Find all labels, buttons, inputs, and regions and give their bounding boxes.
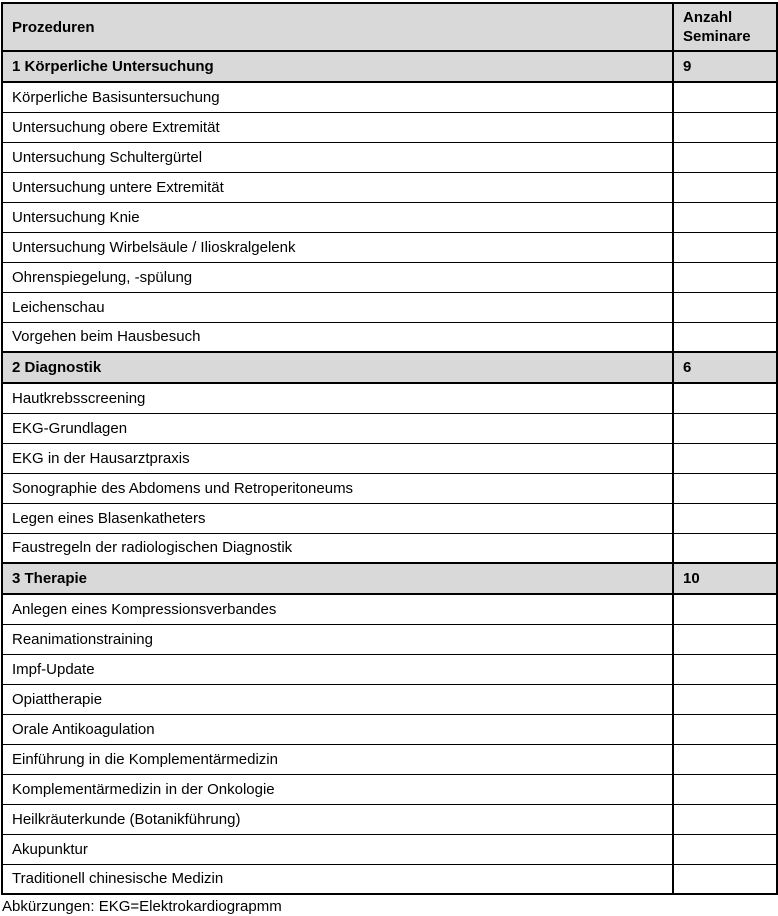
count-cell-empty xyxy=(673,82,777,112)
procedure-cell: Reanimationstraining xyxy=(2,624,673,654)
count-cell-empty xyxy=(673,473,777,503)
procedure-cell: Faustregeln der radiologischen Diagnostik xyxy=(2,533,673,563)
count-cell-empty xyxy=(673,322,777,352)
count-cell-empty xyxy=(673,413,777,443)
count-cell-empty xyxy=(673,594,777,624)
table-row xyxy=(2,322,777,352)
procedure-cell: Untersuchung obere Extremität xyxy=(2,112,673,142)
count-cell-empty xyxy=(673,774,777,804)
count-cell-empty xyxy=(673,202,777,232)
count-cell-empty xyxy=(673,292,777,322)
count-cell-empty xyxy=(673,804,777,834)
count-cell-empty xyxy=(673,714,777,744)
section-title: 2 Diagnostik xyxy=(2,352,673,383)
count-cell-empty xyxy=(673,112,777,142)
abbreviations-note: Abkürzungen: EKG=Elektrokardiograpmm xyxy=(2,898,282,915)
table-row xyxy=(2,172,777,202)
count-cell-empty xyxy=(673,533,777,563)
count-cell-empty xyxy=(673,172,777,202)
table-row xyxy=(2,684,777,714)
table-row xyxy=(2,202,777,232)
count-cell-empty xyxy=(673,142,777,172)
count-cell-empty xyxy=(673,503,777,533)
procedure-cell: Orale Antikoagulation xyxy=(2,714,673,744)
table-row xyxy=(2,774,777,804)
section-row xyxy=(2,51,777,82)
procedure-cell: Komplementärmedizin in der Onkologie xyxy=(2,774,673,804)
procedure-cell: Leichenschau xyxy=(2,292,673,322)
table-row xyxy=(2,714,777,744)
column-header-prozeduren: Prozeduren xyxy=(2,3,673,51)
procedure-cell: Untersuchung untere Extremität xyxy=(2,172,673,202)
table-row xyxy=(2,142,777,172)
procedure-cell: Ohrenspiegelung, -spülung xyxy=(2,262,673,292)
section-row xyxy=(2,352,777,383)
count-cell-empty xyxy=(673,834,777,864)
procedure-cell: Einführung in die Komplementärmedizin xyxy=(2,744,673,774)
table-row xyxy=(2,473,777,503)
procedure-cell: Traditionell chinesische Medizin xyxy=(2,864,673,894)
count-cell-empty xyxy=(673,654,777,684)
section-seminar-count: 9 xyxy=(673,51,777,82)
count-cell-empty xyxy=(673,383,777,413)
table-row xyxy=(2,443,777,473)
count-cell-empty xyxy=(673,684,777,714)
table-row xyxy=(2,624,777,654)
procedures-table xyxy=(1,2,778,895)
section-row xyxy=(2,563,777,594)
section-title: 1 Körperliche Untersuchung xyxy=(2,51,673,82)
table-row xyxy=(2,112,777,142)
table-row xyxy=(2,262,777,292)
table-row xyxy=(2,292,777,322)
table-row xyxy=(2,804,777,834)
column-header-anzahl-seminare: Anzahl Seminare xyxy=(673,3,777,51)
procedure-cell: Untersuchung Knie xyxy=(2,202,673,232)
procedure-cell: Untersuchung Wirbelsäule / Ilioskralgelenk xyxy=(2,232,673,262)
count-cell-empty xyxy=(673,232,777,262)
count-cell-empty xyxy=(673,744,777,774)
procedure-cell: Vorgehen beim Hausbesuch xyxy=(2,322,673,352)
table-header-row xyxy=(2,3,777,51)
count-cell-empty xyxy=(673,262,777,292)
table-body xyxy=(2,51,777,894)
procedure-cell: EKG-Grundlagen xyxy=(2,413,673,443)
procedure-cell: EKG in der Hausarztpraxis xyxy=(2,443,673,473)
table-row xyxy=(2,864,777,894)
procedure-cell: Sonographie des Abdomens und Retroperitoneums xyxy=(2,473,673,503)
procedure-cell: Opiattherapie xyxy=(2,684,673,714)
count-cell-empty xyxy=(673,443,777,473)
procedure-cell: Impf-Update xyxy=(2,654,673,684)
table-row xyxy=(2,533,777,563)
section-title: 3 Therapie xyxy=(2,563,673,594)
table-row xyxy=(2,834,777,864)
count-cell-empty xyxy=(673,864,777,894)
procedure-cell: Untersuchung Schultergürtel xyxy=(2,142,673,172)
procedure-cell: Heilkräuterkunde (Botanikführung) xyxy=(2,804,673,834)
table-row xyxy=(2,232,777,262)
table-row xyxy=(2,82,777,112)
table-row xyxy=(2,594,777,624)
count-cell-empty xyxy=(673,624,777,654)
table-row xyxy=(2,383,777,413)
section-seminar-count: 6 xyxy=(673,352,777,383)
table-row xyxy=(2,503,777,533)
table-row xyxy=(2,744,777,774)
table-row xyxy=(2,654,777,684)
procedure-cell: Körperliche Basisuntersuchung xyxy=(2,82,673,112)
procedure-cell: Anlegen eines Kompressionsverbandes xyxy=(2,594,673,624)
table-row xyxy=(2,413,777,443)
section-seminar-count: 10 xyxy=(673,563,777,594)
procedure-cell: Legen eines Blasenkatheters xyxy=(2,503,673,533)
procedure-cell: Akupunktur xyxy=(2,834,673,864)
procedure-cell: Hautkrebsscreening xyxy=(2,383,673,413)
